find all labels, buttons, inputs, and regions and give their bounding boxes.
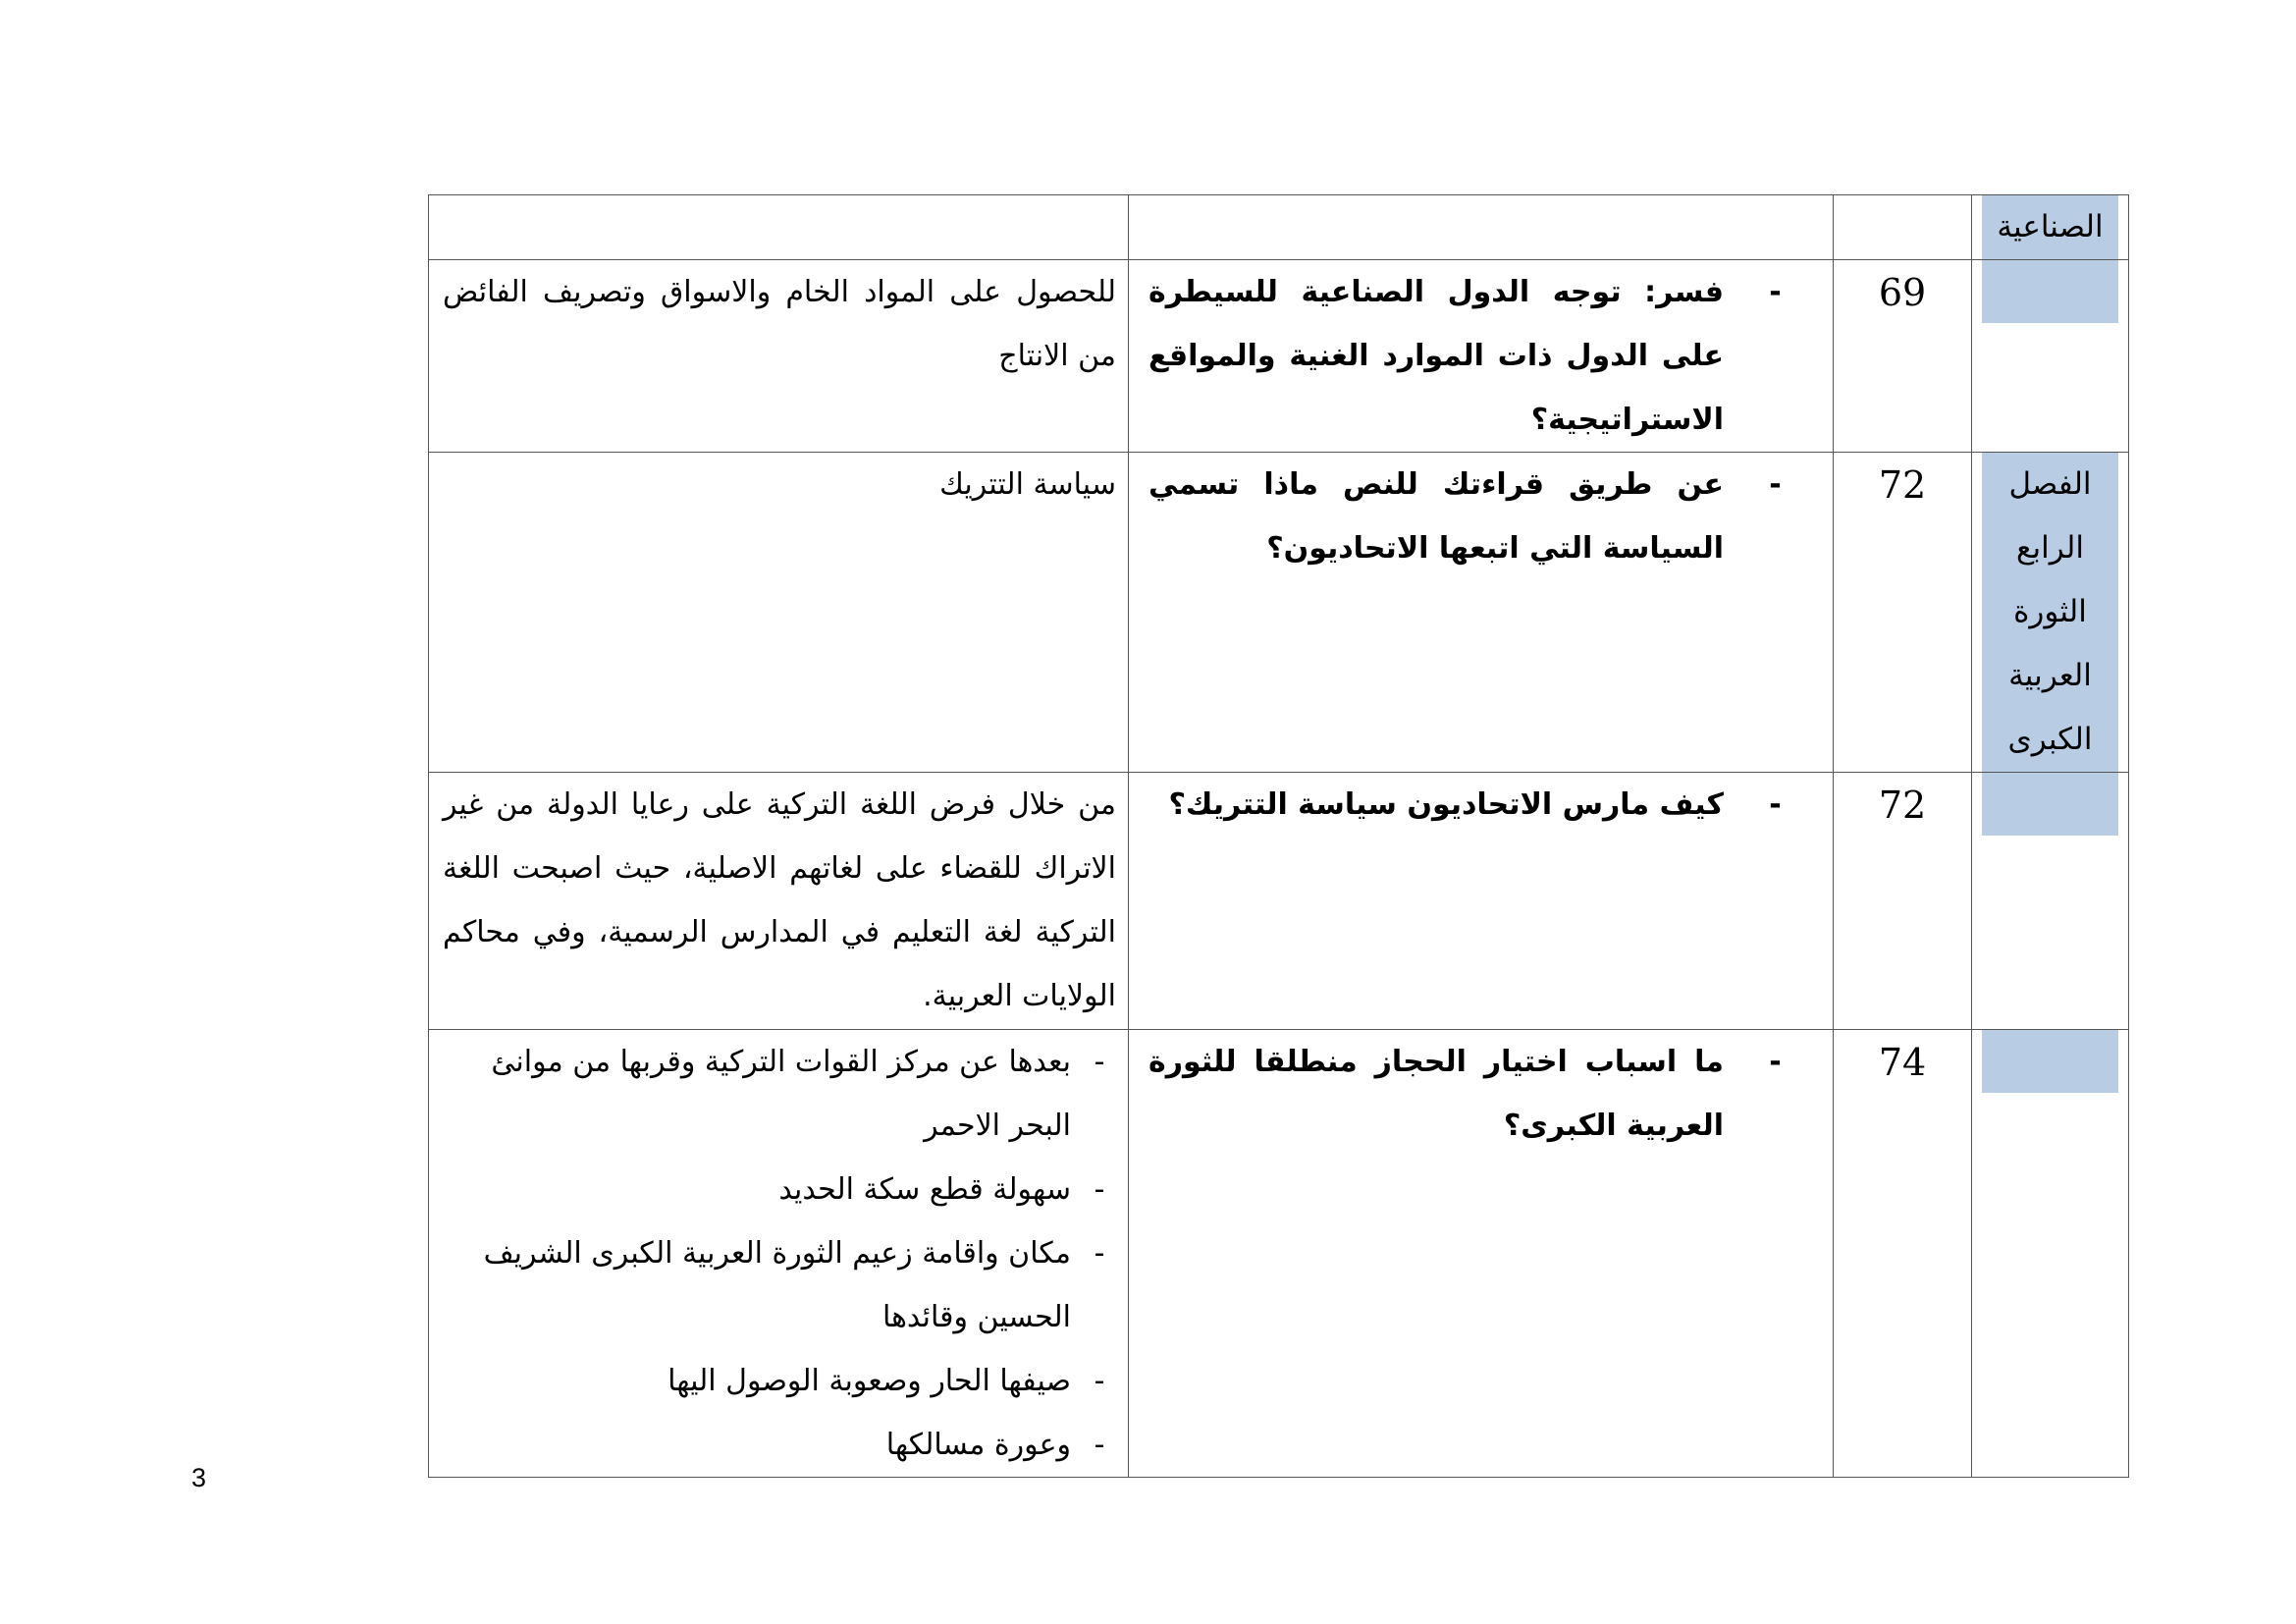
page-number: 72 bbox=[1878, 784, 1927, 827]
page-number: 74 bbox=[1878, 1041, 1927, 1084]
shaded-block bbox=[1982, 773, 2118, 836]
shaded-block bbox=[1982, 1030, 2118, 1093]
question-text: كيف مارس الاتحاديون سياسة التتريك؟ bbox=[1168, 787, 1724, 822]
list-item bbox=[443, 1158, 1105, 1221]
chapter-cell bbox=[1972, 453, 2129, 773]
list-item-text: سهولة قطع سكة الحديد bbox=[778, 1172, 1071, 1207]
list-item-text: مكان واقامة زعيم الثورة العربية الكبرى الشريف الحسين وقائدها bbox=[483, 1236, 1071, 1334]
table-row bbox=[429, 260, 2129, 453]
answer-cell bbox=[429, 195, 1129, 260]
bullet-dash: - bbox=[1094, 1236, 1105, 1271]
list-item bbox=[443, 1349, 1105, 1413]
chapter-line: الثورة bbox=[2013, 594, 2087, 629]
answer-list bbox=[429, 1030, 1128, 1477]
page-cell bbox=[1834, 260, 1972, 453]
dash-marker: - bbox=[1769, 275, 1782, 309]
page-cell bbox=[1834, 195, 1972, 260]
question-cell bbox=[1129, 195, 1834, 260]
list-item bbox=[443, 1221, 1105, 1349]
question-text: ما اسباب اختيار الحجاز منطلقا للثورة العربية الكبرى؟ bbox=[1148, 1045, 1724, 1143]
question-text: عن طريق قراءتك للنص ماذا تسمي السياسة التي اتبعها الاتحاديون؟ bbox=[1148, 467, 1724, 566]
answer-text: من خلال فرض اللغة التركية على رعايا الدولة من غير الاتراك للقضاء على لغاتهم الاصلية، حيث اصبحت اللغة التركية لغة التعليم في المدارس الرسمية، وفي محاكم الولايات العربية. bbox=[443, 787, 1116, 1013]
answer-cell bbox=[429, 1030, 1129, 1478]
shaded-block bbox=[1982, 260, 2118, 323]
table-row bbox=[429, 453, 2129, 773]
chapter-cell bbox=[1972, 260, 2129, 453]
chapter-label bbox=[1982, 453, 2118, 772]
list-item bbox=[443, 1413, 1105, 1477]
question-cell bbox=[1129, 773, 1834, 1030]
page-number: 72 bbox=[1878, 463, 1927, 507]
page-cell bbox=[1834, 1030, 1972, 1478]
page-number: 69 bbox=[1878, 271, 1927, 314]
answer-cell bbox=[429, 773, 1129, 1030]
list-item-text: وعورة مسالكها bbox=[885, 1428, 1071, 1462]
page-cell bbox=[1834, 453, 1972, 773]
answer-text: سياسة التتريك bbox=[939, 467, 1116, 502]
bullet-dash: - bbox=[1094, 1045, 1105, 1079]
dash-marker: - bbox=[1769, 467, 1782, 502]
bullet-dash: - bbox=[1094, 1172, 1105, 1207]
question-cell bbox=[1129, 453, 1834, 773]
list-item-text: بعدها عن مركز القوات التركية وقربها من موانئ البحر الاحمر bbox=[491, 1045, 1071, 1143]
answer-cell bbox=[429, 260, 1129, 453]
dash-marker: - bbox=[1769, 787, 1782, 822]
list-item-text: صيفها الحار وصعوبة الوصول اليها bbox=[667, 1364, 1071, 1398]
chapter-line: الكبرى bbox=[2007, 722, 2093, 757]
bullet-dash: - bbox=[1094, 1364, 1105, 1398]
table-row bbox=[429, 773, 2129, 1030]
chapter-line: الفصل bbox=[2008, 466, 2092, 502]
list-item bbox=[443, 1030, 1105, 1158]
page-number-footer: 3 bbox=[191, 1463, 207, 1492]
answer-cell bbox=[429, 453, 1129, 773]
chapter-line: العربية bbox=[2008, 658, 2092, 693]
chapter-cell bbox=[1972, 1030, 2129, 1478]
chapter-label: الصناعية bbox=[1982, 195, 2118, 259]
questions-table bbox=[428, 194, 2129, 1478]
page-cell bbox=[1834, 773, 1972, 1030]
chapter-cell bbox=[1972, 773, 2129, 1030]
answer-text: للحصول على المواد الخام والاسواق وتصريف الفائض من الانتاج bbox=[443, 275, 1116, 373]
question-cell bbox=[1129, 260, 1834, 453]
chapter-cell bbox=[1972, 195, 2129, 260]
question-text: فسر: توجه الدول الصناعية للسيطرة على الدول ذات الموارد الغنية والمواقع الاستراتيجية؟ bbox=[1148, 275, 1724, 437]
chapter-line: الرابع bbox=[2016, 530, 2084, 566]
dash-marker: - bbox=[1769, 1045, 1782, 1079]
table-row bbox=[429, 1030, 2129, 1478]
table-row bbox=[429, 195, 2129, 260]
question-cell bbox=[1129, 1030, 1834, 1478]
bullet-dash: - bbox=[1094, 1428, 1105, 1462]
